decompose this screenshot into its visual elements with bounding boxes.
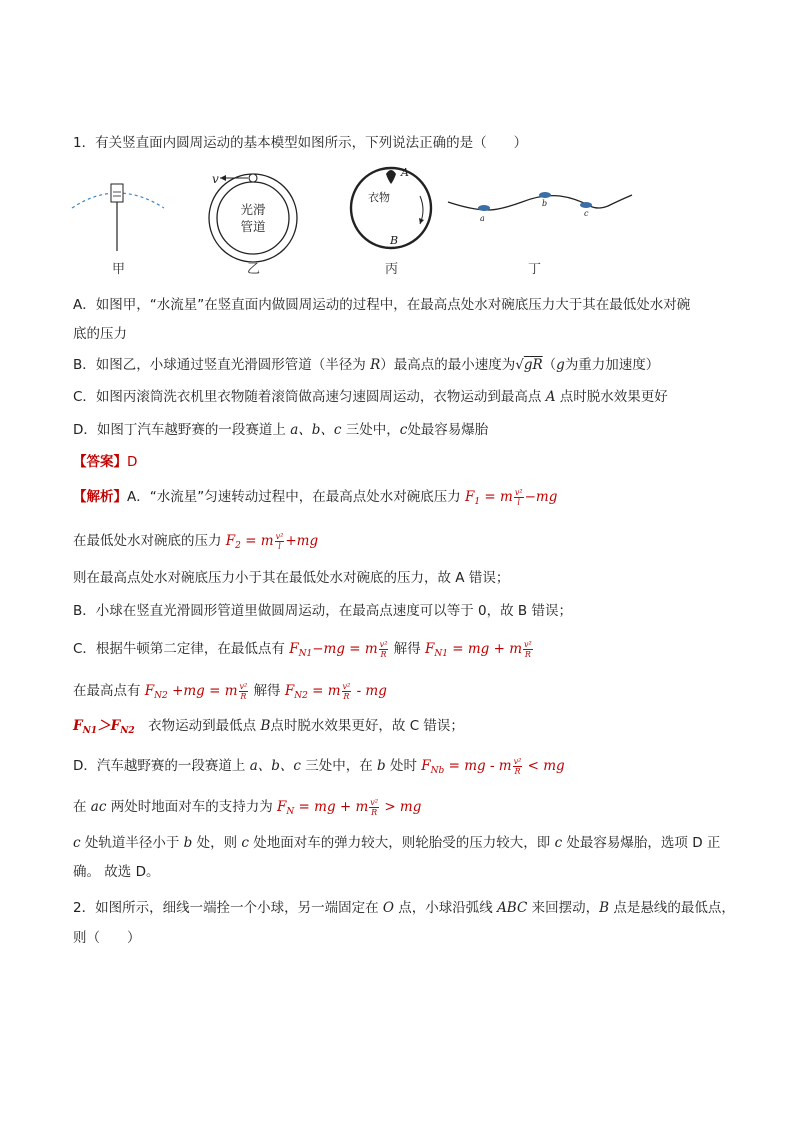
analysis-d2-ac: ac — [90, 799, 107, 815]
analysis-tag: 【解析】 — [73, 489, 127, 505]
analysis-d1-mid: 三处中，在 — [300, 758, 378, 774]
analysis-d2-mid: 两处时地面对车的支持力为 — [106, 799, 273, 815]
caption-bing: 丙 — [385, 262, 399, 277]
option-b-mid: ）最高点的最小速度为 — [380, 357, 516, 373]
pipe-text-2: 管道 — [240, 219, 266, 234]
q2-stem-pre: 2．如图所示，细线一端拴一个小球，另一端固定在 — [73, 900, 383, 916]
q1-figure — [60, 158, 660, 286]
option-c-A: A — [545, 389, 556, 405]
formula-d1: $F_{Nb}$ = mg - m $\frac{\text{v²}}{R}$ < mg — [421, 757, 565, 776]
track-b-label: b — [542, 199, 548, 208]
analysis-c3-post: 点时脱水效果更好，故 C 错误； — [270, 718, 464, 734]
q2-stem-mid: 点，小球沿弧线 — [393, 900, 498, 916]
analysis-c2 — [73, 682, 387, 705]
q2-stem-ABC: ABC — [497, 900, 528, 916]
formula-c2-a: $F_{N2} +mg = m$ $\frac{\text{v²}}{R}$ — [144, 682, 248, 701]
option-c-pre: C．如图丙滚筒洗衣机里衣物随着滚筒做高速匀速圆周运动，衣物运动到最高点 — [73, 389, 546, 405]
analysis-a3: 则在最高点处水对碗底压力小于其在最低处水对碗底的压力，故 A 错误； — [73, 570, 510, 586]
d3-mid1: 处轨道半径小于 — [80, 835, 184, 851]
formula-c1-a: $F_{N1}-mg = m$ $\frac{\text{v²}}{R}$ — [289, 640, 388, 659]
formula-f1: $F_1 = m$ $\frac{\text{v²}}{l}$ −mg — [465, 488, 558, 507]
analysis-c3 — [73, 717, 464, 740]
d3-c2: c — [241, 835, 249, 851]
analysis-d1-post: 处时 — [385, 758, 417, 774]
analysis-c2-solve: 解得 — [253, 683, 281, 699]
option-b-g: g — [556, 357, 565, 373]
option-d-post: 处最容易爆胎 — [407, 422, 489, 438]
option-a-line1: A．如图甲，“水流星”在竖直面内做圆周运动的过程中，在最高点处水对碗底压力大于其在最低处水对碗 — [73, 297, 691, 313]
option-d-c: c — [399, 422, 408, 438]
figure-yi — [209, 172, 297, 262]
clothes-label: 衣物 — [368, 191, 390, 204]
formula-c2-b: $F_{N2} = m$ $\frac{\text{v²}}{R}$ - mg — [284, 682, 387, 701]
option-d-pre: D．如图丁汽车越野赛的一段赛道上 — [73, 422, 291, 438]
analysis-c2-text: 在最高点有 — [73, 683, 141, 699]
analysis-c1-solve: 解得 — [393, 641, 421, 657]
analysis-a2 — [73, 532, 318, 555]
figure-jia — [72, 184, 164, 251]
q2-stem-O: O — [382, 900, 394, 916]
answer-value: D — [127, 454, 138, 470]
d3-c3: c — [554, 835, 563, 851]
analysis-d2-pre: 在 — [73, 799, 91, 815]
sqrt-symbol: √ — [515, 357, 524, 373]
v-label: v — [212, 172, 219, 186]
option-b — [73, 356, 659, 374]
q2-stem-mid2: 来回摆动， — [527, 900, 600, 916]
analysis-c3-pre: 衣物运动到最低点 — [134, 718, 261, 734]
analysis-a1-text: A．“水流星”匀速转动过程中，在最高点处水对碗底压力 — [127, 489, 461, 505]
formula-f2: $F_2 = m$ $\frac{\text{v²}}{l}$ +mg — [225, 532, 319, 551]
caption-ding: 丁 — [528, 262, 542, 277]
option-b-R: R — [370, 357, 381, 373]
analysis-b: B．小球在竖直光滑圆形管道里做圆周运动，在最高点速度可以等于 0，故 B 错误； — [73, 603, 572, 619]
analysis-d4: 确。 故选 D。 — [73, 864, 160, 880]
option-b-sqrt: gR — [523, 357, 543, 373]
analysis-d1 — [73, 757, 565, 780]
analysis-a2-text: 在最低处水对碗底的压力 — [73, 533, 222, 549]
d3-mid3: 处地面对车的弹力较大，则轮胎受的压力较大，即 — [248, 835, 555, 851]
analysis-d2 — [73, 798, 421, 821]
track-a-label: a — [480, 214, 485, 223]
d3-post: 处最容易爆胎，选项 D 正 — [562, 835, 721, 851]
q2-stem-post: 点是悬线的最低点， — [609, 900, 735, 916]
analysis-d3 — [73, 834, 720, 852]
q2-stem-line2: 则（ ） — [73, 930, 141, 946]
option-d — [73, 421, 488, 439]
option-b-pre: B．如图乙，小球通过竖直光滑圆形管道（半径为 — [73, 357, 371, 373]
d3-c: c — [73, 835, 81, 851]
option-a-line2: 底的压力 — [73, 326, 127, 342]
figure-bing — [351, 166, 431, 248]
analysis-c3-B: B — [260, 718, 271, 734]
option-d-mid: 三处中， — [341, 422, 400, 438]
option-b-post: （ — [542, 357, 557, 373]
q2-stem-B: B — [599, 900, 610, 916]
caption-yi: 乙 — [247, 262, 261, 277]
q1-figure-svg — [60, 158, 660, 286]
option-d-abc: a、b、c — [290, 422, 342, 438]
option-c — [73, 388, 668, 406]
option-b-end: 为重力加速度） — [564, 357, 660, 373]
analysis-d1-pre: D．汽车越野赛的一段赛道上 — [73, 758, 250, 774]
answer-line — [73, 453, 137, 471]
caption-jia: 甲 — [112, 262, 126, 277]
option-c-post: 点时脱水效果更好 — [555, 389, 668, 405]
track-c-label: c — [584, 209, 589, 218]
point-B-label: B — [390, 234, 399, 247]
formula-d2: $F_N$ = mg + m $\frac{\text{v²}}{R}$ > mg — [277, 798, 422, 817]
analysis-d1-abc: a、b、c — [249, 758, 301, 774]
analysis-c1-text: C．根据牛顿第二定律，在最低点有 — [73, 641, 285, 657]
point-A-label: A — [401, 166, 409, 179]
formula-c1-b: $F_{N1}$ = mg + m $\frac{\text{v²}}{R}$ — [425, 640, 532, 659]
d3-b: b — [183, 835, 193, 851]
q2-stem — [73, 899, 735, 917]
figure-ding — [448, 192, 632, 223]
analysis-d1-b: b — [377, 758, 386, 774]
analysis-a1 — [73, 488, 557, 511]
pipe-text-1: 光滑 — [240, 202, 266, 217]
analysis-c1 — [73, 640, 534, 663]
d3-mid2: 处，则 — [192, 835, 242, 851]
inequality-c3: $F_{N1}>F_{N2}$ — [73, 718, 135, 736]
q1-stem: 1．有关竖直面内圆周运动的基本模型如图所示，下列说法正确的是（ ） — [73, 135, 528, 151]
answer-tag: 【答案】 — [73, 454, 127, 470]
